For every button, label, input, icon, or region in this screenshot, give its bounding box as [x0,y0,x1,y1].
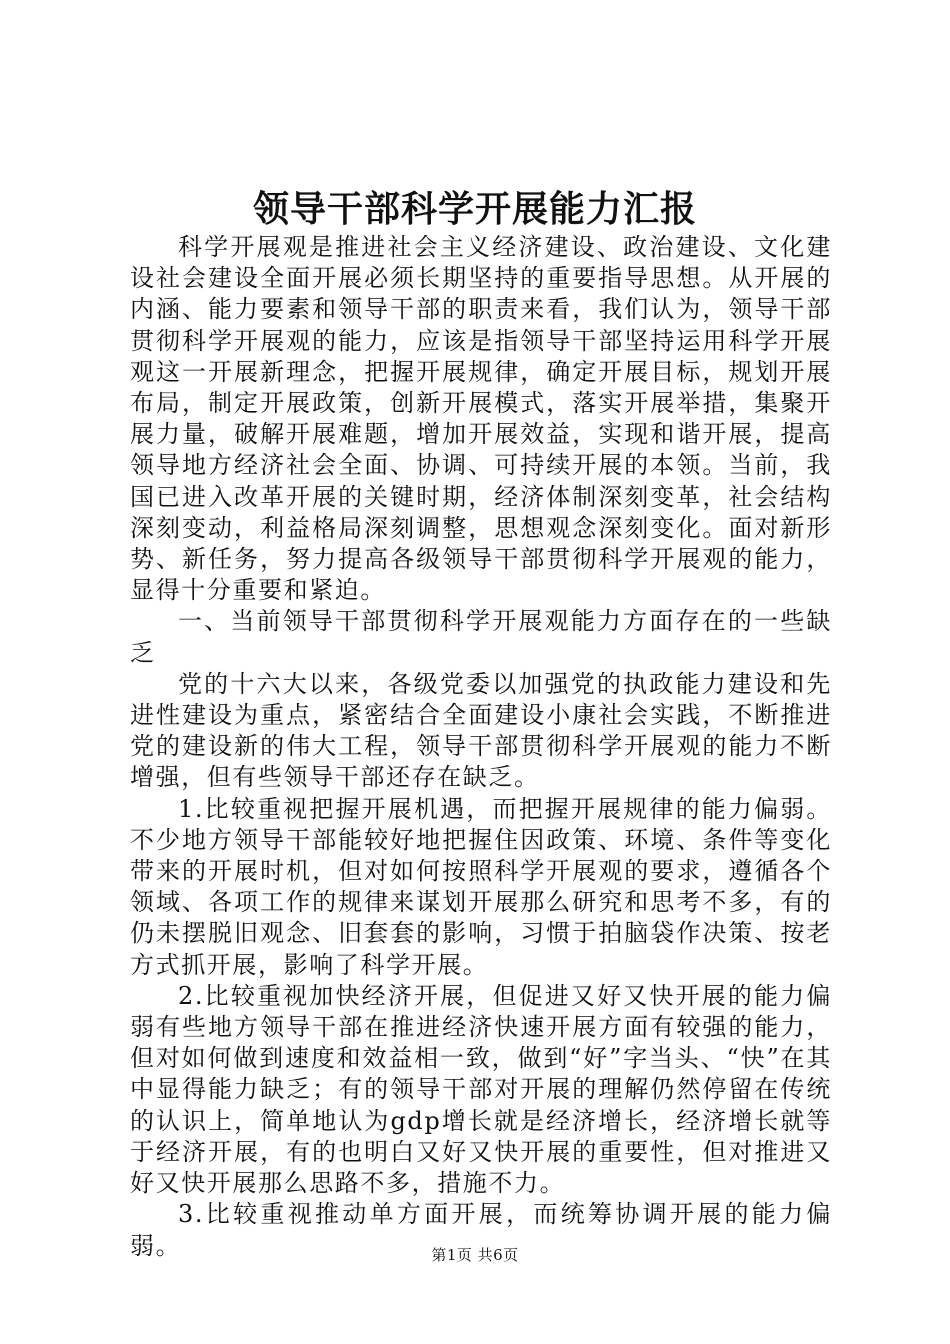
paragraph-section-intro: 党的十六大以来，各级党委以加强党的执政能力建设和先进性建设为重点，紧密结合全面建设小康社会实践，不断推进党的建设新的伟大工程，领导干部贯彻科学开展观的能力不断增强，但有些领导干部还存在缺乏。 [130,669,832,792]
paragraph-intro: 科学开展观是推进社会主义经济建设、政治建设、文化建设社会建设全面开展必须长期坚持的重要指导思想。从开展的内涵、能力要素和领导干部的职责来看，我们认为，领导干部贯彻科学开展观的能力，应该是指领导干部坚持运用科学开展观这一开展新理念，把握开展规律，确定开展目标，规划开展布局，制定开展政策，创新开展模式，落实开展举措，集聚开展力量，破解开展难题，增加开展效益，实现和谐开展，提高领导地方经济社会全面、协调、可持续开展的本领。当前，我国已进入改革开展的关键时期，经济体制深刻变革，社会结构深刻变动，利益格局深刻调整，思想观念深刻变化。面对新形势、新任务，努力提高各级领导干部贯彻科学开展观的能力，显得十分重要和紧迫。 [130,233,832,605]
paragraph-item-1: 1.比较重视把握开展机遇，而把握开展规律的能力偏弱。不少地方领导干部能较好地把握住因政策、环境、条件等变化带来的开展时机，但对如何按照科学开展观的要求，遵循各个领域、各项工作的规律来谋划开展那么研究和思考不多，有的仍未摆脱旧观念、旧套套的影响，习惯于拍脑袋作决策、按老方式抓开展，影响了科学开展。 [130,794,832,979]
section-heading: 一、当前领导干部贯彻科学开展观能力方面存在的一些缺乏 [130,607,832,667]
paragraph-item-3: 3.比较重视推动单方面开展，而统筹协调开展的能力偏弱。 [130,1200,832,1260]
page-number-footer: 第1页 共6页 [431,1246,519,1264]
document-body [130,232,832,1262]
paragraph-item-2: 2.比较重视加快经济开展，但促进又好又快开展的能力偏弱有些地方领导干部在推进经济快速开展方面有较强的能力，但对如何做到速度和效益相一致，做到“好”字当头、“快”在其中显得能力缺乏；有的领导干部对开展的理解仍然停留在传统的认识上，简单地认为gdp增长就是经济增长，经济增长就等于经济开展，有的也明白又好又快开展的重要性，但对推进又好又快开展那么思路不多，措施不力。 [130,981,832,1198]
document-title: 领导干部科学开展能力汇报 [252,188,697,230]
